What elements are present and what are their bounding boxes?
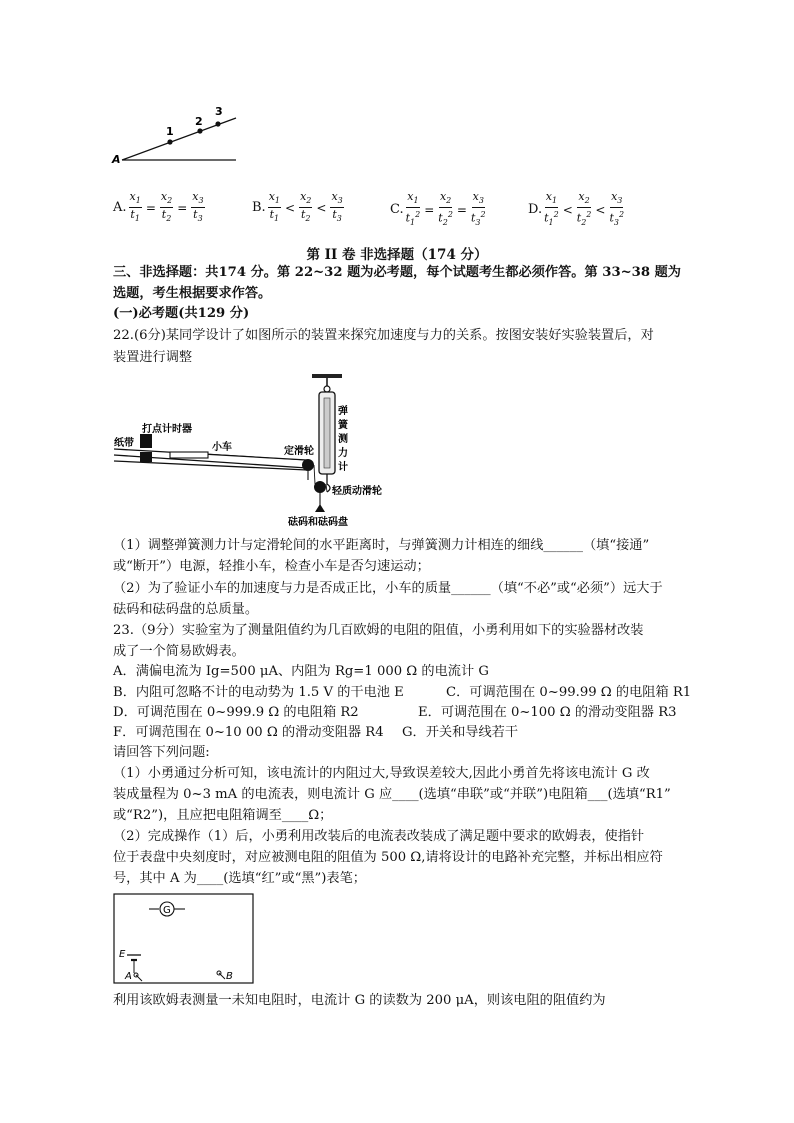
q23-item-f: F．可调范围在 0~10 00 Ω 的滑动变阻器 R4 [113, 725, 384, 740]
svg-text:测: 测 [338, 434, 348, 445]
label-a: A [112, 153, 121, 166]
q23-item-a: A．满偏电流为 Ig=500 μA、内阻为 Rg=1 000 Ω 的电流计 G [113, 664, 489, 679]
q23-part2-b: 位于表盘中央刻度时，对应被测电阻的阻值为 500 Ω,请将设计的电路补充完整，并标出相应符 [113, 850, 663, 865]
fraction: $\frac{x_3}{t_3^2}$ [609, 190, 625, 228]
choice-letter: A. [113, 200, 127, 216]
operator: < [595, 202, 606, 217]
label-3: 3 [215, 105, 223, 118]
fraction: $\frac{x_2}{t_2}$ [160, 190, 173, 224]
q22-part1-b: 或“断开”）电源，轻推小车，检查小车是否匀速运动； [113, 559, 430, 574]
q23-item-c: C．可调范围在 0~99.99 Ω 的电阻箱 R1 [446, 685, 692, 700]
timer [140, 434, 152, 448]
fraction: $\frac{x_1}{t_1^2}$ [405, 190, 421, 228]
svg-text:计: 计 [338, 462, 348, 473]
fraction: $\frac{x_2}{t_2^2}$ [438, 190, 453, 228]
fraction: $\frac{x_2}{t_2^2}$ [576, 190, 592, 228]
q23-part1-a: （1）小勇通过分析可知，该电流计的内阻过大,导致误差较大,因此小勇首先将该电流计 G 改 [113, 766, 650, 781]
b-label: B [226, 971, 233, 982]
choice-letter: D. [528, 202, 543, 218]
weights-label: 砝码和砝码盘 [288, 517, 348, 528]
q23-part2-a: （2）完成操作（1）后，小勇利用改装后的电流表改装成了满足题中要求的欧姆表，使指针 [113, 829, 645, 844]
q22-intro-2: 装置进行调整 [113, 350, 193, 365]
e-label: E [119, 949, 126, 960]
incline-figure [108, 100, 248, 170]
svg-text:簧: 簧 [338, 420, 348, 431]
a-label: A [125, 971, 132, 982]
q23-part1-c: 或“R2”)，且应把电阻箱调至____Ω； [113, 808, 333, 823]
point-3 [215, 121, 220, 126]
q23-intro-2: 成了一个简易欧姆表。 [113, 644, 245, 659]
point-2 [197, 128, 202, 133]
moving-pulley-label: 轻质动滑轮 [332, 486, 382, 497]
label-2: 2 [195, 115, 203, 128]
cart [170, 452, 208, 458]
timer-label: 打点计时器 [142, 424, 192, 435]
q23-last-line: 利用该欧姆表测量一未知电阻时，电流计 G 的读数为 200 μA，则该电阻的阻值约为 [113, 993, 606, 1008]
svg-text:力: 力 [338, 448, 348, 459]
point-1 [167, 139, 172, 144]
tape-label: 纸带 [114, 438, 134, 449]
operator: < [285, 200, 296, 215]
circuit-figure [113, 893, 255, 985]
apparatus-figure [112, 372, 387, 530]
section-subtitle: (一)必考题(共129 分) [113, 306, 250, 321]
moving-pulley [314, 481, 326, 493]
choice-letter: C. [390, 202, 404, 218]
pulley-label: 定滑轮 [284, 446, 314, 457]
svg-text:弹: 弹 [338, 406, 348, 417]
q23-part2-c: 号，其中 A 为____(选填“红”或“黑”)表笔； [113, 871, 366, 886]
q23-ask: 请回答下列问题: [113, 745, 210, 760]
fixed-pulley [302, 459, 314, 471]
operator: = [145, 200, 156, 215]
operator: < [316, 200, 327, 215]
section-line2: 选题，考生根据要求作答。 [113, 286, 272, 301]
q23-item-d: D．可调范围在 0~999.9 Ω 的电阻箱 R2 [113, 705, 359, 720]
q22-part2-b: 砝码和砝码盘的总质量。 [113, 602, 259, 617]
choice-d [528, 190, 624, 229]
q22-part2-a: （2）为了验证小车的加速度与力是否成正比，小车的质量______（填“不必”或“必须”）远大于 [113, 581, 663, 596]
fraction: $\frac{x_1}{t_1}$ [268, 190, 280, 224]
choice-b [252, 190, 344, 225]
operator: = [424, 202, 435, 217]
q22-intro-1: 22.(6分)某同学设计了如图所示的装置来探究加速度与力的关系。按图安装好实验装置后，对 [113, 328, 654, 343]
choice-a [113, 190, 205, 225]
choice-c [390, 190, 486, 229]
label-1: 1 [166, 125, 174, 138]
operator: = [177, 200, 188, 215]
operator: < [562, 202, 573, 217]
cart-label: 小车 [212, 442, 232, 453]
q23-item-g: G．开关和导线若干 [402, 725, 519, 740]
fraction: $\frac{x_3}{t_3^2}$ [470, 190, 486, 228]
q23-part1-b: 装成量程为 0~3 mA 的电流表，则电流计 G 应____(选填“串联”或“并联”)电阻箱___(选填“R1” [113, 787, 671, 802]
section-title: 第 II 卷 非选择题（174 分） [306, 247, 488, 263]
section-line1: 三、非选择题：共174 分。第 22~32 题为必考题，每个试题考生都必须作答。第 33~38 题为 [113, 265, 681, 280]
g-label: G [163, 905, 171, 916]
fraction: $\frac{x_1}{t_1}$ [129, 190, 141, 224]
weights [315, 504, 325, 512]
spring-label [338, 404, 349, 473]
operator: = [456, 202, 467, 217]
choice-letter: B. [252, 200, 266, 216]
q23-item-b: B．内阻可忽略不计的电动势为 1.5 V 的干电池 E [113, 685, 404, 700]
q22-part1-a: （1）调整弹簧测力计与定滑轮间的水平距离时，与弹簧测力计相连的细线______（填“接通” [113, 538, 650, 553]
fraction: $\frac{x_3}{t_3}$ [192, 190, 204, 224]
q23-item-e: E．可调范围在 0~100 Ω 的滑动变阻器 R3 [418, 705, 677, 720]
fraction: $\frac{x_2}{t_2}$ [300, 190, 312, 224]
fraction: $\frac{x_1}{t_1^2}$ [544, 190, 559, 228]
fraction: $\frac{x_3}{t_3}$ [331, 190, 343, 224]
q23-intro-1: 23.（9分）实验室为了测量阻值约为几百欧姆的电阻的阻值，小勇利用如下的实验器材改装 [113, 623, 644, 638]
